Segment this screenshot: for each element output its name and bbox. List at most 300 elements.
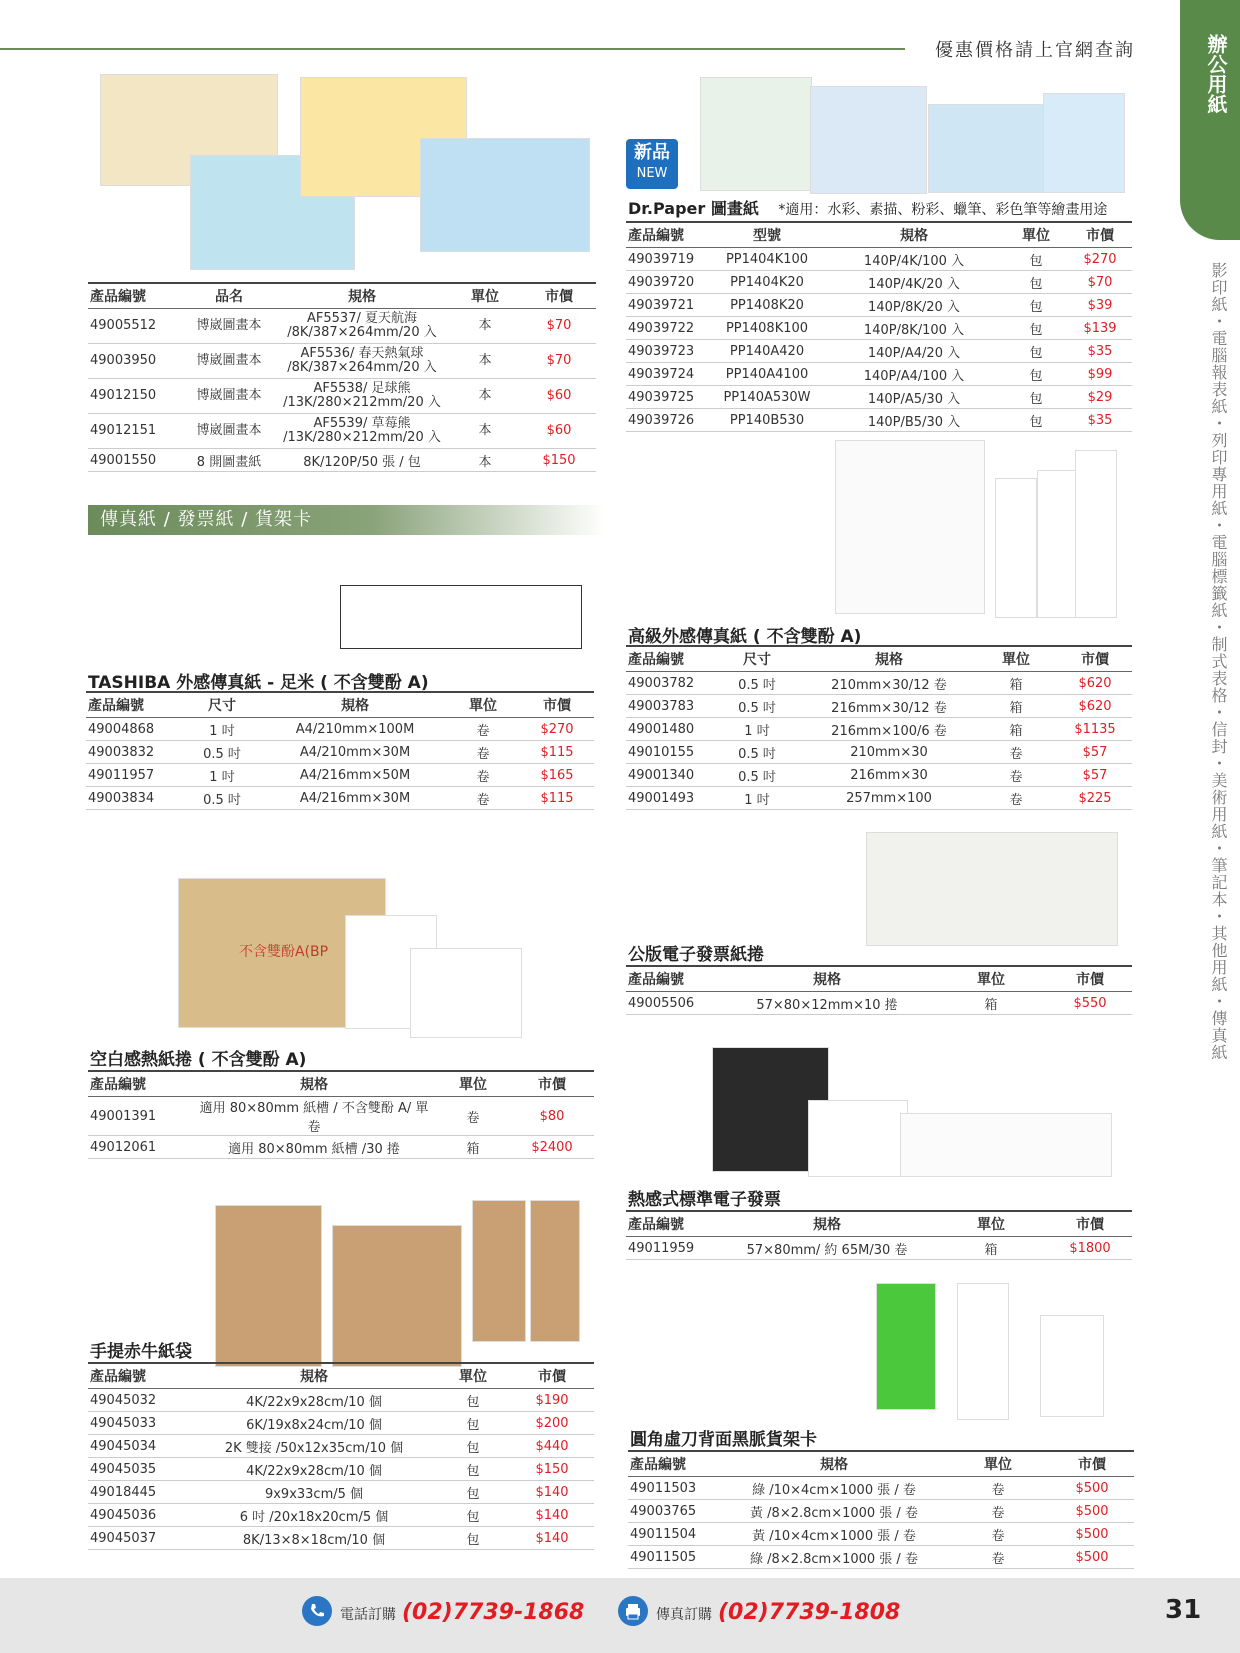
table-cell: 博崴圖畫本 (182, 414, 276, 449)
fax-icon (618, 1596, 648, 1626)
table-cell: 49011505 (628, 1546, 722, 1569)
blankroll-table (88, 1070, 594, 1159)
table-cell: $35 (1068, 409, 1132, 432)
table-cell: 9x9x33cm/5 個 (192, 1481, 436, 1504)
table-cell: 49005512 (88, 309, 182, 344)
table-cell: 49003950 (88, 344, 182, 379)
table-cell: 本 (448, 379, 522, 414)
table-cell: 140P/A4/20 入 (824, 340, 1004, 363)
liberty-roll-image (808, 1100, 908, 1177)
table-row (626, 992, 1132, 1015)
table-header-cell: 單位 (974, 646, 1058, 672)
table-header-cell: 規格 (804, 646, 974, 672)
table-cell: 綠 /10×4cm×1000 張 / 卷 (722, 1477, 946, 1500)
table-cell: 49045034 (88, 1435, 192, 1458)
table-cell: 卷 (974, 741, 1058, 764)
table-row (88, 1458, 594, 1481)
table-cell: $620 (1058, 672, 1132, 695)
drpaper-title: Dr.Paper 圖畫紙 *適用：水彩、素描、粉彩、蠟筆、彩色筆等繪畫用途 (628, 199, 1108, 218)
table-header-row (626, 1211, 1132, 1237)
phone-order: 電話訂購 (02)7739-1868 (340, 1600, 585, 1625)
side-tab-label: 辦公用紙 (1204, 34, 1228, 114)
table-cell: $1800 (1048, 1237, 1132, 1260)
table-cell: 卷 (436, 1097, 510, 1136)
table-cell: $550 (1048, 992, 1132, 1015)
drpaper-pad-image (700, 77, 812, 191)
table-cell: $190 (510, 1389, 594, 1412)
table-cell: 8 開圖畫紙 (182, 449, 276, 472)
table-header-cell: 市價 (522, 283, 596, 309)
table-header-cell: 規格 (276, 283, 448, 309)
spec-line: AF5537/ 夏天航海 (307, 311, 417, 326)
table-header-cell: 市價 (1050, 1451, 1134, 1477)
sketchbook-table (88, 282, 596, 472)
table-cell: $35 (1068, 340, 1132, 363)
table-header-cell: 產品編號 (88, 283, 182, 309)
table-cell: 箱 (974, 695, 1058, 718)
table-header-cell: 產品編號 (626, 222, 710, 248)
table-cell: 6 吋 /20x18x20cm/5 個 (192, 1504, 436, 1527)
drpaper-cover-1-image (810, 86, 927, 194)
table-cell: 1 吋 (710, 787, 804, 810)
table-header-cell: 市價 (510, 1071, 594, 1097)
new-badge: 新品 NEW (626, 139, 678, 189)
table-cell: 49039719 (626, 248, 710, 271)
invoice-title: 公版電子發票紙捲 (628, 945, 764, 965)
table-header-cell: 尺寸 (180, 692, 264, 718)
table-cell: $225 (1058, 787, 1132, 810)
table-cell: $165 (520, 764, 594, 787)
table-cell: $39 (1068, 294, 1132, 317)
table-header-cell: 產品編號 (626, 966, 720, 992)
table-cell: $270 (520, 718, 594, 741)
table-cell: 140P/4K/100 入 (824, 248, 1004, 271)
table-row (86, 718, 594, 741)
table-cell: 卷 (446, 718, 520, 741)
thermal-roll-3-image (1075, 450, 1117, 618)
table-cell: 包 (1004, 248, 1068, 271)
table-cell: $139 (1068, 317, 1132, 340)
thermal-paper-box-image (835, 440, 985, 614)
table-cell: 49005506 (626, 992, 720, 1015)
spec-line: AF5536/ 春天熱氣球 (300, 346, 424, 361)
table-header-cell: 市價 (1048, 1211, 1132, 1237)
table-cell: 49039725 (626, 386, 710, 409)
table-row (88, 1097, 594, 1136)
table-cell: 49001550 (88, 449, 182, 472)
table-header-row (626, 646, 1132, 672)
table-cell: 49039723 (626, 340, 710, 363)
table-cell: 包 (436, 1504, 510, 1527)
kraft-bag-2-image (332, 1225, 462, 1367)
thermal-table (626, 645, 1132, 810)
table-cell: $57 (1058, 741, 1132, 764)
shelfcard-title: 圓角虛刀背面黑脈貨架卡 (630, 1430, 817, 1450)
table-cell: 卷 (974, 764, 1058, 787)
table-cell: $270 (1068, 248, 1132, 271)
shelf-card-strip-image (957, 1283, 1009, 1420)
table-row (88, 1136, 594, 1159)
table-header-cell: 市價 (510, 1363, 594, 1389)
table-row (88, 1527, 594, 1550)
table-cell: PP140A4100 (710, 363, 824, 386)
table-cell: $500 (1050, 1477, 1134, 1500)
table-row (626, 363, 1132, 386)
table-row (88, 1435, 594, 1458)
table-cell: 8K/13×8×18cm/10 個 (192, 1527, 436, 1550)
table-cell: $500 (1050, 1523, 1134, 1546)
table-header-row (626, 966, 1132, 992)
table-cell: 0.5 吋 (180, 741, 264, 764)
shelfcard-table (628, 1450, 1134, 1569)
table-header-cell: 規格 (722, 1451, 946, 1477)
table-cell: $70 (1068, 271, 1132, 294)
table-cell: 49045032 (88, 1389, 192, 1412)
table-header-cell: 規格 (720, 1211, 934, 1237)
table-cell: 卷 (946, 1523, 1050, 1546)
table-cell: 210mm×30/12 卷 (804, 672, 974, 695)
table-cell: 箱 (974, 672, 1058, 695)
table-header-cell: 單位 (448, 283, 522, 309)
table-cell: 博崴圖畫本 (182, 309, 276, 344)
table-cell: $500 (1050, 1500, 1134, 1523)
table-cell: 257mm×100 (804, 787, 974, 810)
table-row (626, 409, 1132, 432)
spec-line: /8K/387×264mm/20 入 (287, 360, 437, 375)
kraft-bag-1-image (215, 1205, 322, 1367)
table-cell: 箱 (934, 992, 1048, 1015)
table-cell: PP1408K20 (710, 294, 824, 317)
table-cell: 包 (1004, 409, 1068, 432)
table-cell: 49039722 (626, 317, 710, 340)
table-cell: 140P/8K/20 入 (824, 294, 1004, 317)
table-cell: PP1404K100 (710, 248, 824, 271)
table-cell: 49011959 (626, 1237, 720, 1260)
table-cell: $70 (522, 344, 596, 379)
invoice-strip-image (900, 1113, 1112, 1177)
kraft-bag-4-image (530, 1200, 580, 1342)
table-cell: 包 (1004, 363, 1068, 386)
table-row (88, 344, 596, 379)
table-cell: 49001493 (626, 787, 710, 810)
table-cell: 49012061 (88, 1136, 192, 1159)
table-header-row (88, 1071, 594, 1097)
table-cell: 216mm×30/12 卷 (804, 695, 974, 718)
table-cell (276, 414, 448, 449)
table-cell: PP140A530W (710, 386, 824, 409)
table-row (626, 386, 1132, 409)
table-cell: $60 (522, 414, 596, 449)
table-cell: 本 (448, 309, 522, 344)
table-header-row (86, 692, 594, 718)
table-cell: $150 (510, 1458, 594, 1481)
blankroll-title: 空白感熱紙捲 ( 不含雙酚 A) (90, 1050, 307, 1070)
table-cell: 49001391 (88, 1097, 192, 1136)
fax-number[interactable]: (02)7739-1808 (718, 1600, 901, 1625)
table-cell: 1 吋 (180, 718, 264, 741)
table-cell: $115 (520, 741, 594, 764)
table-row (88, 1504, 594, 1527)
table-header-cell: 產品編號 (88, 1071, 192, 1097)
bags-title: 手提赤牛紙袋 (90, 1342, 192, 1362)
table-cell: 包 (1004, 294, 1068, 317)
table-cell: 49003782 (626, 672, 710, 695)
shelf-card-green-image (876, 1283, 936, 1410)
stdinvoice-table (626, 1210, 1132, 1260)
table-cell: $620 (1058, 695, 1132, 718)
table-cell: 包 (1004, 340, 1068, 363)
table-header-row (88, 1363, 594, 1389)
table-header-cell: 單位 (934, 1211, 1048, 1237)
table-cell: $140 (510, 1527, 594, 1550)
kraft-bag-3-image (472, 1200, 526, 1342)
table-row (626, 271, 1132, 294)
box-text: 不含雙酚A(BP (239, 944, 329, 960)
spec-line: /13K/280×212mm/20 入 (283, 395, 441, 410)
table-cell: A4/210mm×30M (264, 741, 446, 764)
table-cell: 49011503 (628, 1477, 722, 1500)
table-cell: 包 (1004, 271, 1068, 294)
table-row (88, 449, 596, 472)
spec-line: AF5538/ 足球熊 (313, 381, 411, 396)
table-row (86, 787, 594, 810)
table-row (628, 1523, 1134, 1546)
table-cell: 49011504 (628, 1523, 722, 1546)
table-cell: 黃 /8×2.8cm×1000 張 / 卷 (722, 1500, 946, 1523)
table-cell: 49001340 (626, 764, 710, 787)
fax-order: 傳真訂購 (02)7739-1808 (656, 1600, 901, 1625)
table-cell: 0.5 吋 (180, 787, 264, 810)
table-cell: 49039726 (626, 409, 710, 432)
table-cell: PP140A420 (710, 340, 824, 363)
table-cell: A4/216mm×30M (264, 787, 446, 810)
table-cell: 卷 (446, 764, 520, 787)
table-cell: 包 (436, 1527, 510, 1550)
thermal-roll-2-image (1037, 470, 1077, 618)
table-cell: 140P/A4/100 入 (824, 363, 1004, 386)
table-cell: 箱 (974, 718, 1058, 741)
table-cell: 49001480 (626, 718, 710, 741)
table-cell (276, 344, 448, 379)
table-header-cell: 市價 (1058, 646, 1132, 672)
table-cell: 216mm×30 (804, 764, 974, 787)
table-row (626, 764, 1132, 787)
table-header-cell: 單位 (436, 1071, 510, 1097)
table-cell: $29 (1068, 386, 1132, 409)
table-row (626, 294, 1132, 317)
table-cell: $2400 (510, 1136, 594, 1159)
table-cell: 49045037 (88, 1527, 192, 1550)
table-row (626, 1237, 1132, 1260)
table-cell: 箱 (934, 1237, 1048, 1260)
side-categories: 影印紙・電腦報表紙・列印專用紙・電腦標籤紙・制式表格・信封・美術用紙・筆記本・其他用紙・傳真紙 (1209, 262, 1228, 1061)
section-bar: 傳真紙 / 發票紙 / 貨架卡 (88, 505, 605, 535)
table-cell: 49012151 (88, 414, 182, 449)
table-cell: 包 (436, 1458, 510, 1481)
table-row (626, 248, 1132, 271)
table-cell: 綠 /8×2.8cm×1000 張 / 卷 (722, 1546, 946, 1569)
thermal-roll-1-image (995, 478, 1037, 618)
table-cell: 49011957 (86, 764, 180, 787)
table-cell: 卷 (946, 1546, 1050, 1569)
phone-number[interactable]: (02)7739-1868 (402, 1600, 585, 1625)
table-row (88, 309, 596, 344)
table-cell: 140P/4K/20 入 (824, 271, 1004, 294)
table-header-cell: 品名 (182, 283, 276, 309)
table-cell: 1 吋 (710, 718, 804, 741)
table-header-cell: 單位 (446, 692, 520, 718)
table-cell: 49003834 (86, 787, 180, 810)
table-cell (276, 379, 448, 414)
drpaper-note: *適用：水彩、素描、粉彩、蠟筆、彩色筆等繪畫用途 (778, 202, 1108, 218)
table-cell: 0.5 吋 (710, 741, 804, 764)
table-cell: $150 (522, 449, 596, 472)
table-header-cell: 市價 (1068, 222, 1132, 248)
table-cell: 博崴圖畫本 (182, 344, 276, 379)
table-cell: 包 (436, 1481, 510, 1504)
table-row (88, 379, 596, 414)
table-header-cell: 產品編號 (626, 646, 710, 672)
table-cell: 49003783 (626, 695, 710, 718)
table-header-cell: 單位 (436, 1363, 510, 1389)
table-header-cell: 規格 (720, 966, 934, 992)
spec-line: /8K/387×264mm/20 入 (287, 325, 437, 340)
tashiba-roll-image (340, 585, 582, 649)
table-cell: 卷 (446, 787, 520, 810)
table-row (626, 672, 1132, 695)
top-note: 優惠價格請上官網查詢 (935, 40, 1135, 61)
tashiba-title: TASHIBA 外感傳真紙 - 足米 ( 不含雙酚 A) (88, 673, 429, 693)
table-header-cell: 規格 (824, 222, 1004, 248)
table-cell: 本 (448, 414, 522, 449)
table-row (88, 1389, 594, 1412)
table-row (628, 1477, 1134, 1500)
stdinvoice-title: 熱感式標準電子發票 (628, 1190, 781, 1210)
table-cell: $440 (510, 1435, 594, 1458)
table-cell: A4/210mm×100M (264, 718, 446, 741)
table-cell: 140P/B5/30 入 (824, 409, 1004, 432)
table-cell: 0.5 吋 (710, 764, 804, 787)
table-cell: $140 (510, 1481, 594, 1504)
table-row (86, 741, 594, 764)
table-header-row (88, 283, 596, 309)
thermal-title: 高級外感傳真紙 ( 不含雙酚 A) (628, 627, 862, 647)
table-cell: 卷 (446, 741, 520, 764)
table-row (88, 1412, 594, 1435)
table-cell: $99 (1068, 363, 1132, 386)
drpaper-cover-3-image (1043, 93, 1125, 193)
table-row (626, 718, 1132, 741)
table-header-cell: 市價 (1048, 966, 1132, 992)
phone-icon (302, 1596, 332, 1626)
table-cell: 適用 80×80mm 紙槽 / 不含雙酚 A/ 單卷 (192, 1097, 436, 1136)
table-cell: 49039721 (626, 294, 710, 317)
drpaper-table (626, 221, 1132, 432)
table-header-cell: 單位 (934, 966, 1048, 992)
table-cell: $1135 (1058, 718, 1132, 741)
top-rule (0, 48, 905, 50)
table-header-cell: 市價 (520, 692, 594, 718)
table-row (626, 317, 1132, 340)
table-cell: 49039720 (626, 271, 710, 294)
table-cell: 本 (448, 449, 522, 472)
table-cell: $70 (522, 309, 596, 344)
table-header-cell: 規格 (264, 692, 446, 718)
table-cell: PP1408K100 (710, 317, 824, 340)
table-cell (276, 309, 448, 344)
table-row (88, 414, 596, 449)
table-cell: 49045036 (88, 1504, 192, 1527)
table-cell: 49045033 (88, 1412, 192, 1435)
table-cell: 49003832 (86, 741, 180, 764)
table-row (86, 764, 594, 787)
table-cell: PP140B530 (710, 409, 824, 432)
table-cell: 本 (448, 344, 522, 379)
spec-line: AF5539/ 草莓熊 (313, 416, 411, 431)
table-row (626, 741, 1132, 764)
table-cell: 140P/A5/30 入 (824, 386, 1004, 409)
table-cell: PP1404K20 (710, 271, 824, 294)
table-cell: 包 (436, 1435, 510, 1458)
table-cell: 適用 80×80mm 紙槽 /30 捲 (192, 1136, 436, 1159)
table-header-cell: 規格 (192, 1363, 436, 1389)
table-cell: 卷 (946, 1477, 1050, 1500)
invoice-table (626, 965, 1132, 1015)
table-cell: 4K/22x9x28cm/10 個 (192, 1389, 436, 1412)
table-cell: 包 (1004, 317, 1068, 340)
table-cell: 包 (436, 1412, 510, 1435)
drpaper-cover-2-image (928, 104, 1045, 193)
table-cell: $200 (510, 1412, 594, 1435)
table-cell: 2K 雙接 /50x12x35cm/10 個 (192, 1435, 436, 1458)
table-cell: 57×80mm/ 約 65M/30 卷 (720, 1237, 934, 1260)
table-cell: $140 (510, 1504, 594, 1527)
table-cell: 包 (436, 1389, 510, 1412)
invoice-roll-image (866, 832, 1118, 946)
spec-line: /13K/280×212mm/20 入 (283, 430, 441, 445)
table-row (628, 1546, 1134, 1569)
table-row (628, 1500, 1134, 1523)
table-cell: $115 (520, 787, 594, 810)
table-header-row (628, 1451, 1134, 1477)
shelf-card-stack-image (1040, 1315, 1104, 1417)
table-cell: 49018445 (88, 1481, 192, 1504)
table-header-cell: 產品編號 (628, 1451, 722, 1477)
table-cell: 包 (1004, 386, 1068, 409)
table-cell: 49003765 (628, 1500, 722, 1523)
page-number: 31 (1165, 1595, 1202, 1625)
table-cell: $500 (1050, 1546, 1134, 1569)
table-cell: 0.5 吋 (710, 695, 804, 718)
table-row (626, 695, 1132, 718)
table-header-cell: 產品編號 (88, 1363, 192, 1389)
table-cell: 57×80×12mm×10 捲 (720, 992, 934, 1015)
table-cell: 49039724 (626, 363, 710, 386)
table-cell: 49010155 (626, 741, 710, 764)
table-header-cell: 產品編號 (86, 692, 180, 718)
table-cell: 0.5 吋 (710, 672, 804, 695)
table-header-cell: 單位 (1004, 222, 1068, 248)
table-header-cell: 規格 (192, 1071, 436, 1097)
table-cell: 49012150 (88, 379, 182, 414)
table-cell: 49004868 (86, 718, 180, 741)
table-cell: 8K/120P/50 張 / 包 (276, 449, 448, 472)
table-cell: 箱 (436, 1136, 510, 1159)
sketchbook-football-bear-image (420, 138, 590, 252)
table-cell: A4/216mm×50M (264, 764, 446, 787)
table-cell: 6K/19x8x24cm/10 個 (192, 1412, 436, 1435)
table-cell: 卷 (974, 787, 1058, 810)
